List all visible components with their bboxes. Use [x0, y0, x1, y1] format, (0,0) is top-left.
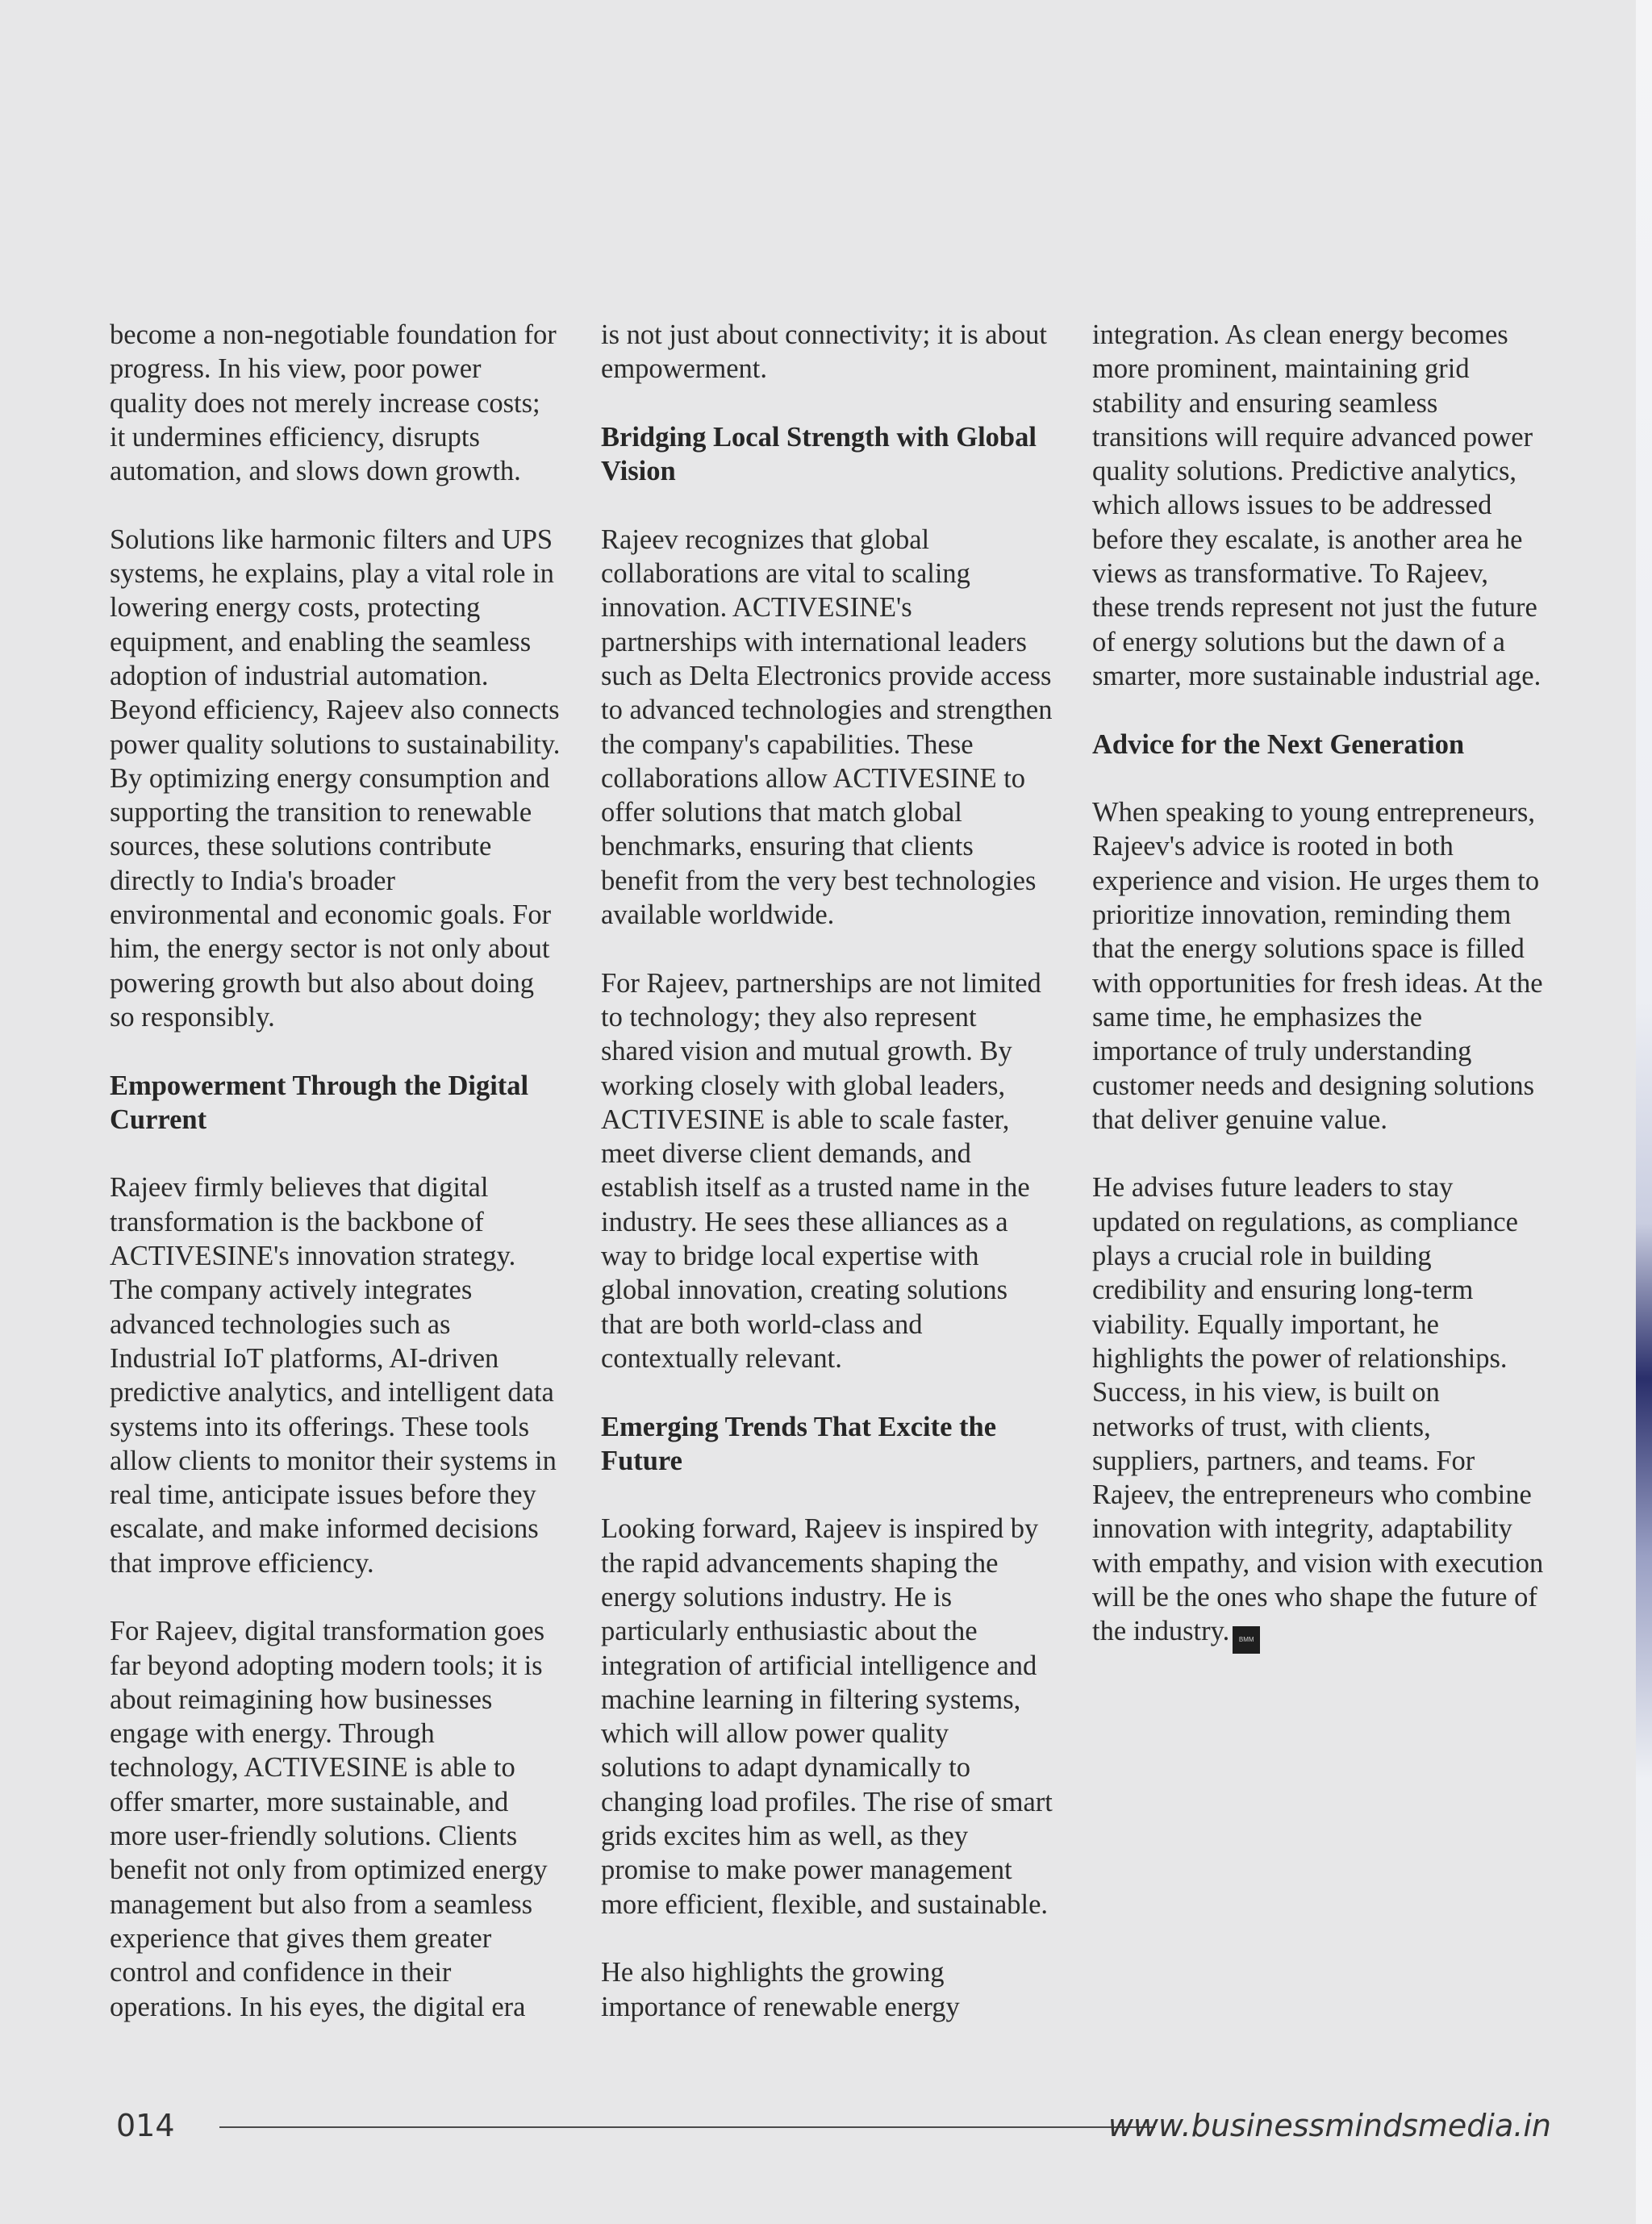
paragraph: Rajeev firmly believes that digital transformation is the backbone of ACTIVESINE's innovation strategy. The company actively integrates advanced technologies such as Industrial IoT platforms, AI-driven predictive analytics, and intelligent data systems into its offerings. These tools allow clients to monitor their systems in real time, anticipate issues before they escalate, and make informed decisions that improve efficiency. — [110, 1172, 557, 1579]
article-column-2 — [601, 318, 1053, 2024]
article-column-3 — [1092, 318, 1544, 1654]
paragraph: Rajeev recognizes that global collaborations are vital to scaling innovation. ACTIVESINE's partnerships with international leaders such as Delta Electronics provide access to advanced technologies and strengthen the company's capabilities. These collaborations allow ACTIVESINE to offer solutions that match global benchmarks, ensuring that clients benefit from the very best technologies available worldwide. — [601, 524, 1053, 931]
paragraph: integration. As clean energy becomes more prominent, maintaining grid stability and ensuring seamless transitions will require advanced power quality solutions. Predictive analytics, which allows issues to be addressed before they escalate, is another area he views as transformative. To Rajeev, these trends represent not just the future of energy solutions but the dawn of a smarter, more sustainable industrial age. — [1092, 319, 1541, 691]
paragraph: For Rajeev, partnerships are not limited to technology; they also represent shared vision and mutual growth. By working closely with global leaders, ACTIVESINE is able to scale faster, meet diverse client demands, and establish itself as a trusted name in the industry. He sees these alliances as a way to bridge local expertise with global innovation, creating solutions that are both world-class and contextually relevant. — [601, 967, 1041, 1374]
paragraph: Looking forward, Rajeev is inspired by the rapid advancements shaping the energy solutions industry. He is particularly enthusiastic about the integration of artificial intelligence and machine learning in filtering systems, which will allow power quality solutions to adapt dynamically to changing load profiles. The rise of smart grids excites him as well, as they promise to make power management more efficient, flexible, and sustainable. — [601, 1513, 1053, 1920]
paragraph: is not just about connectivity; it is about empowerment. — [601, 319, 1047, 385]
section-heading-digital-current: Empowerment Through the Digital Current — [110, 1070, 529, 1135]
page-footer — [0, 2105, 1652, 2146]
website-url: www.businessmindsmedia.in — [1108, 2108, 1551, 2143]
section-heading-emerging-trends: Emerging Trends That Excite the Future — [601, 1411, 997, 1476]
article-end-mark-icon: BMM — [1233, 1626, 1260, 1654]
paragraph: He also highlights the growing importance of renewable energy — [601, 1957, 960, 2022]
article-column-1 — [110, 318, 561, 2024]
paragraph: For Rajeev, digital transformation goes far beyond adopting modern tools; it is about reimagining how businesses engage with energy. Through technology, ACTIVESINE is able to offer smarter, more sustainable, and more user-friendly solutions. Clients benefit not only from optimized energy management but also from a seamless experience that gives them greater control and confidence in their operations. In his eyes, the digital era — [110, 1616, 548, 2022]
section-heading-global-vision: Bridging Local Strength with Global Vision — [601, 421, 1037, 487]
page-edge-image-strip — [1636, 0, 1652, 2224]
paragraph: become a non-negotiable foundation for progress. In his view, poor power quality does not merely increase costs; it undermines efficiency, disrupts automation, and slows down growth. — [110, 319, 557, 487]
paragraph — [1092, 1170, 1544, 1654]
footer-divider — [219, 2126, 1155, 2128]
paragraph: Solutions like harmonic filters and UPS systems, he explains, play a vital role in lowering energy costs, protecting equipment, and enabling the seamless adoption of industrial automation. Beyond efficiency, Rajeev also connects power quality solutions to sustainability. By optimizing energy consumption and supporting the transition to renewable sources, these solutions contribute directly to India's broader environmental and economic goals. For him, the energy sector is not only about powering growth but also about doing so responsibly. — [110, 524, 561, 1033]
closing-paragraph-text: He advises future leaders to stay updated on regulations, as compliance plays a crucial role in building credibility and ensuring long-term viability. Equally important, he highlights the power of relationships. Success, in his view, is built on networks of trust, with clients, suppliers, partners, and teams. For Rajeev, the entrepreneurs who combine innovation with integrity, adaptability with empathy, and vision with execution will be the ones who shape the future of the industry. — [1092, 1172, 1544, 1647]
section-heading-next-generation: Advice for the Next Generation — [1092, 728, 1465, 760]
page-number: 014 — [116, 2108, 175, 2143]
paragraph: When speaking to young entrepreneurs, Rajeev's advice is rooted in both experience and vision. He urges them to prioritize innovation, reminding them that the energy solutions space is filled with opportunities for fresh ideas. At the same time, he emphasizes the importance of truly understanding customer needs and designing solutions that deliver genuine value. — [1092, 797, 1543, 1135]
